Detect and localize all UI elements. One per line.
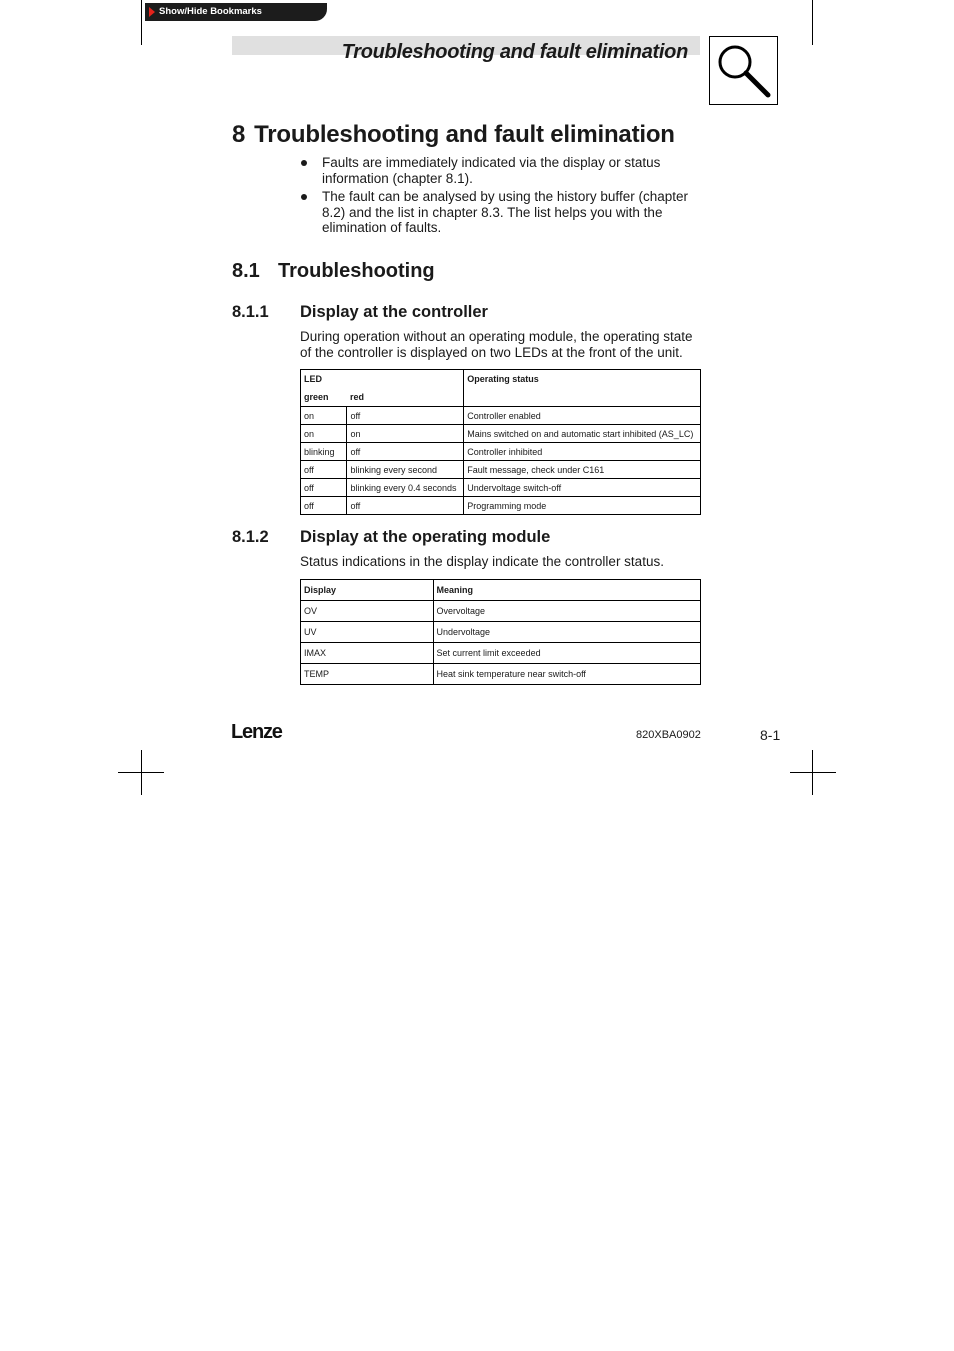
show-hide-bookmarks-button[interactable]	[145, 3, 327, 21]
list-item: The fault can be analysed by using the history buffer (chapter 8.2) and the list in chapter 8.3. The list helps you with the elimination of faults.	[300, 189, 710, 236]
bullet-icon	[301, 160, 307, 166]
page-number: 8-1	[760, 727, 781, 743]
crop-mark	[812, 0, 813, 45]
table-row: off blinking every 0.4 seconds Undervoltage switch-off	[301, 479, 701, 497]
table-row: off blinking every second Fault message, check under C161	[301, 461, 701, 479]
chapter-heading	[232, 121, 675, 149]
section-heading-8-1-1: 8.1.1 Display at the controller	[232, 303, 488, 321]
section-8-1-2-text: Status indications in the display indicate the controller status.	[300, 554, 664, 569]
crop-mark	[790, 772, 836, 773]
table-row: IMAX Set current limit exceeded	[301, 643, 701, 664]
table-header: Meaning	[433, 580, 700, 601]
led-status-table	[300, 369, 701, 515]
section-8-1-1-text: During operation without an operating module, the operating state of the controller is displayed on two LEDs at the front of the unit.	[300, 329, 693, 360]
table-header: LED	[301, 370, 464, 388]
table-row: UV Undervoltage	[301, 622, 701, 643]
table-header: Display	[301, 580, 434, 601]
table-header: Operating status	[464, 370, 701, 407]
triangle-right-icon	[149, 7, 155, 17]
table-header: green	[301, 388, 347, 407]
crop-mark	[141, 0, 142, 45]
section-heading-8-1-2: 8.1.2 Display at the operating module	[232, 528, 551, 546]
table-row: blinking off Controller inhibited	[301, 443, 701, 461]
table-row: TEMP Heat sink temperature near switch-off	[301, 664, 701, 685]
table-row: off off Programming mode	[301, 497, 701, 515]
display-meaning-table	[300, 579, 701, 685]
table-row: OV Overvoltage	[301, 601, 701, 622]
bullet-icon	[301, 194, 307, 200]
list-item: Faults are immediately indicated via the display or status information (chapter 8.1).	[300, 155, 710, 186]
table-row: on off Controller enabled	[301, 407, 701, 425]
document-id: 820XBA0902	[636, 729, 701, 741]
running-header: Troubleshooting and fault elimination	[341, 41, 688, 63]
bookmarks-label: Show/Hide Bookmarks	[159, 6, 262, 17]
magnifier-icon	[709, 36, 778, 105]
chapter-title: Troubleshooting and fault elimination	[254, 121, 675, 148]
intro-bullet-list	[300, 155, 710, 239]
lenze-logo: Lenze	[231, 721, 282, 743]
table-header: red	[347, 388, 464, 407]
crop-mark	[118, 772, 164, 773]
table-row: on on Mains switched on and automatic start inhibited (AS_LC)	[301, 425, 701, 443]
chapter-number: 8	[232, 121, 246, 148]
section-heading-8-1: 8.1 Troubleshooting	[232, 260, 435, 282]
